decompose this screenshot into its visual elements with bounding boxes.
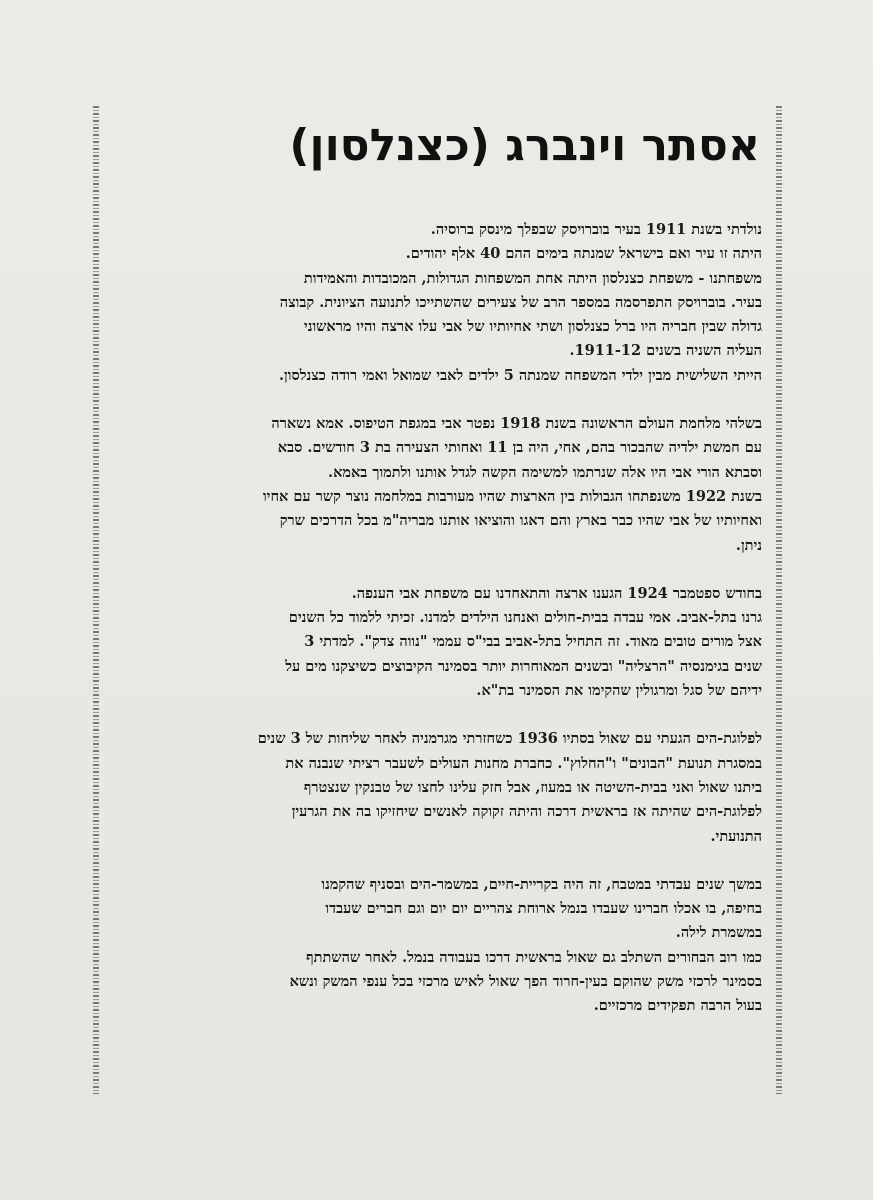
paragraph-3 xyxy=(112,582,762,703)
text-line: ידיהם של סגל ומרגולין שהקימו את הסמינר בת"א. xyxy=(476,682,762,700)
paragraph-2 xyxy=(112,412,762,558)
text-line: ואחיותיו של אבי שהיו כבר בארץ והם דאגו והוציאו אותנו מבריה"מ בכל הדרכים שרק xyxy=(279,512,762,530)
text-line: וסבתא הורי אבי היו אלה שנרתמו למשימה הקשה לגדל אותנו ולתמוך באמא. xyxy=(328,463,762,481)
text-line: התנועתי. xyxy=(710,827,762,845)
text-line: בשנת 1922 משנפתחו הגבולות בין הארצות שהיו מעורבות במלחמה נוצר קשר עם אחיו xyxy=(262,487,762,505)
text-line: הייתי השלישית מבין ילדי המשפחה שמנתה 5 ילדים לאבי שמואל ואמי רודה כצנלסון. xyxy=(279,366,762,384)
text-line: נולדתי בשנת 1911 בעיר בוברויסק שבפלך מינסק ברוסיה. xyxy=(430,221,762,238)
text-line: כמו רוב הבחורים השתלב גם שאול בראשית דרכו בעבודה בנמל. לאחר שהשתתף xyxy=(306,948,762,966)
text-line: בשלהי מלחמת העולם הראשונה בשנת 1918 נפטר אבי במגפת הטיפוס. אמא נשארה xyxy=(271,415,762,433)
text-line: גדולה שבין חבריה היו ברל כצנלסון ושתי אחיותיו של אבי עלו ארצה והיו מראשוני xyxy=(303,318,762,336)
text-line: בעיר. בוברויסק התפרסמה במספר הרב של צעירים שהשתייכו לתנועה הציונית. קבוצה xyxy=(279,293,762,311)
text-line: בחודש ספטמבר 1924 הגענו ארצה והתאחדנו עם משפחת אבי הענפה. xyxy=(351,584,762,602)
text-line: במשך שנים עבדתי במטבח, זה היה בקריית-חיים, במשמר-הים ובסניף שהקמנו xyxy=(321,875,762,893)
paragraph-1 xyxy=(112,218,762,388)
document-content xyxy=(112,118,762,1043)
decorative-border-left xyxy=(93,106,99,1094)
decorative-border-right xyxy=(776,106,782,1094)
text-line: לפלוגת-הים הגעתי עם שאול בסתיו 1936 כשחזרתי מגרמניה לאחר שליחות של 3 שנים xyxy=(257,730,762,748)
text-line: העליה השניה בשנים 1911-12. xyxy=(569,342,762,360)
text-line: במסגרת תנועת "הבונים" ו"החלוץ". כחברת מחנות העולים לשעבר רציתי שנבנה את xyxy=(285,754,762,772)
text-line: היתה זו עיר ואם בישראל שמנתה בימים ההם 40 אלף יהודים. xyxy=(405,245,762,263)
text-line: ביתנו שאול ואני בבית-השיטה או במעוז, אבל חזק עלינו לחצו של טבנקין שנצטרף xyxy=(303,778,762,796)
paragraph-4 xyxy=(112,727,762,848)
page-title: אסתר וינברג (כצנלסון) xyxy=(289,120,760,171)
text-line: בחיפה, בו אכלו חברינו שעבדו בנמל ארוחת צהריים יום יום וגם חברים שעבדו xyxy=(325,900,762,918)
text-line: ניתן. xyxy=(735,536,762,554)
text-line: משפחתנו - משפחת כצנלסון היתה אחת המשפחות הגדולות, המכובדות והאמידות xyxy=(303,269,762,287)
paragraph-5 xyxy=(112,873,762,1019)
text-line: בעול הרבה תפקידים מרכזיים. xyxy=(593,997,762,1015)
text-line: במשמרת לילה. xyxy=(675,924,762,942)
text-line: גרנו בתל-אביב. אמי עבדה בבית-חולים ואנחנו הילדים למדנו. זכיתי ללמוד כל השנים xyxy=(288,609,762,627)
text-line: לפלוגת-הים שהיתה אז בראשית דרכה והיתה זקוקה לאנשים שיחזיקו בה את הגרעין xyxy=(291,803,762,821)
text-line: אצל מורים טובים מאוד. זה התחיל בתל-אביב בבי"ס עממי "נווה צדק". למדתי 3 xyxy=(304,633,762,651)
text-line: בסמינר לרכזי משק שהוקם בעין-חרוד הפך שאול לאיש מרכזי בכל ענפי המשק ונשא xyxy=(289,973,762,991)
text-line: עם חמשת ילדיה שהבכור בהם, אחי, היה בן 11 ואחותי הצעירה בת 3 חודשים. סבא xyxy=(277,439,762,457)
text-line: שנים בגימנסיה "הרצליה" ובשנים המאוחרות יותר בסמינר הקיבוצים כשיצקנו מים על xyxy=(285,657,762,675)
